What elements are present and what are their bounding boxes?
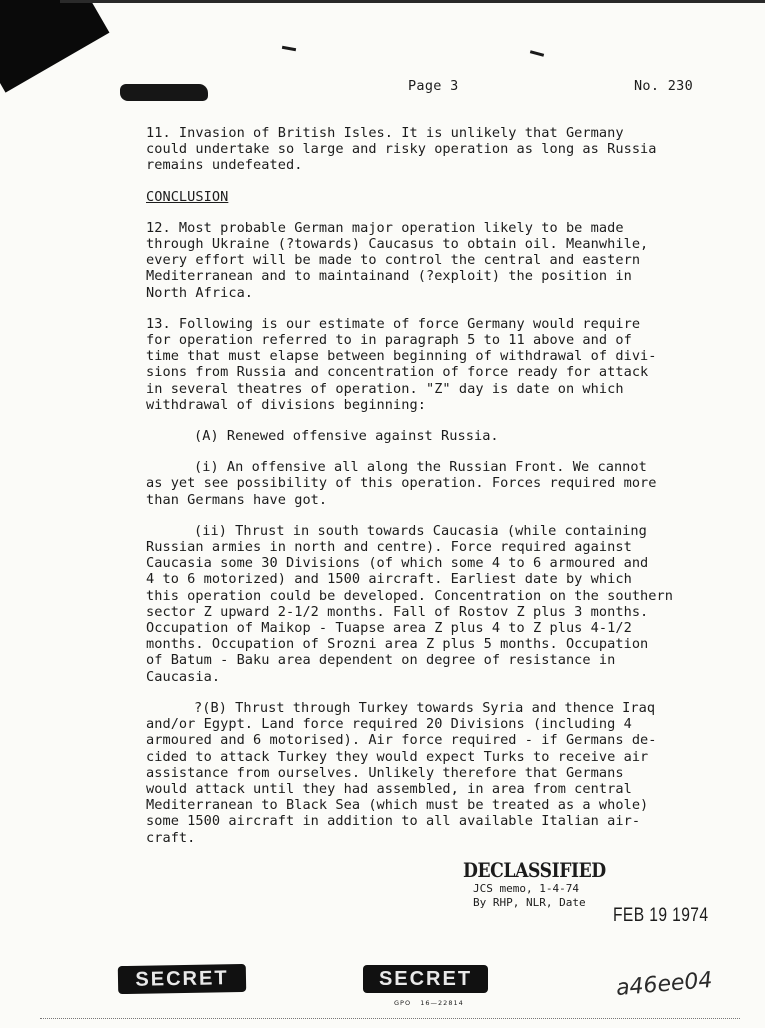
paragraph-12 <box>146 220 746 301</box>
text-line: for operation referred to in paragraph 5 to 11 above and of <box>146 332 632 349</box>
text-line: could undertake so large and risky operation as long as Russia <box>146 141 657 158</box>
text-line: Caucasia. <box>146 668 221 685</box>
text-line: and/or Egypt. Land force required 20 Divisions (including 4 <box>146 716 632 733</box>
text-line: (ii) Thrust in south towards Caucasia (while containing <box>194 522 647 539</box>
text-line: craft. <box>146 829 196 846</box>
text-line: in several theatres of operation. "Z" day is date on which <box>146 380 624 397</box>
text-line: (A) Renewed offensive against Russia. <box>194 428 499 445</box>
paragraph-11 <box>146 125 746 174</box>
text-line: cided to attack Turkey they would expect Turks to receive air <box>146 748 649 765</box>
text-line: 13. Following is our estimate of force Germany would require <box>146 315 641 332</box>
text-line: time that must elapse between beginning of withdrawal of divi- <box>146 348 657 365</box>
text-line: 12. Most probable German major operation likely to be made <box>146 219 624 236</box>
text-line: Mediterranean to Black Sea (which must be treated as a whole) <box>146 797 649 814</box>
bottom-edge <box>40 1018 740 1020</box>
text-line: through Ukraine (?towards) Caucasus to obtain oil. Meanwhile, <box>146 236 649 253</box>
text-line: would attack until they had assembled, in area from central <box>146 780 632 797</box>
text-line: remains undefeated. <box>146 157 303 174</box>
text-line: armoured and 6 motorised). Air force required - if Germans de- <box>146 732 657 749</box>
text-line: sions from Russia and concentration of force ready for attack <box>146 364 649 381</box>
declassified-title: DECLASSIFIED <box>463 858 606 882</box>
text-line: some 1500 aircraft in addition to all available Italian air- <box>146 813 641 830</box>
section-a-heading <box>146 428 746 444</box>
declassification-authority: JCS memo, 1-4-74 <box>473 882 579 895</box>
scan-corner-shadow <box>0 0 109 93</box>
secret-stamp-left: SECRET <box>118 964 246 994</box>
text-line: of Batum - Baku area dependent on degree of resistance in <box>146 652 616 669</box>
text-line: (i) An offensive all along the Russian Front. We cannot <box>194 459 647 476</box>
text-line: Mediterranean and to maintainand (?exploit) the position in <box>146 268 632 285</box>
document-number: No. 230 <box>634 78 693 94</box>
text-line: than Germans have got. <box>146 491 328 508</box>
printer-code: GPO 16—22814 <box>394 999 464 1007</box>
text-line: Russian armies in north and centre). Force required against <box>146 539 632 556</box>
secret-stamp-center: SECRET <box>363 965 488 993</box>
text-line: 4 to 6 motorized) and 1500 aircraft. Earliest date by which <box>146 571 632 588</box>
text-line: 11. Invasion of British Isles. It is unlikely that Germany <box>146 125 624 141</box>
text-line: ?(B) Thrust through Turkey towards Syria and thence Iraq <box>194 699 656 716</box>
ink-mark <box>282 46 296 51</box>
item-i <box>146 459 746 508</box>
declassification-by: By RHP, NLR, Date <box>473 896 586 909</box>
section-b <box>146 700 746 846</box>
section-heading: CONCLUSION <box>146 188 229 205</box>
page-top-edge <box>60 0 765 3</box>
item-ii <box>146 523 746 685</box>
paragraph-13 <box>146 316 746 413</box>
declassification-stamp <box>463 858 629 910</box>
text-line: Occupation of Maikop - Tuapse area Z plus 4 to Z plus 4-1/2 <box>146 620 632 637</box>
text-line: months. Occupation of Srozni area Z plus 5 months. Occupation <box>146 636 649 653</box>
handwritten-annotation: a46ee04 <box>615 967 714 1002</box>
redaction-bar <box>120 84 208 101</box>
text-line: assistance from ourselves. Unlikely therefore that Germans <box>146 764 624 781</box>
text-line: sector Z upward 2-1/2 months. Fall of Rostov Z plus 3 months. <box>146 603 649 620</box>
text-line: North Africa. <box>146 284 254 301</box>
text-line: this operation could be developed. Concentration on the southern <box>146 587 673 604</box>
text-line: every effort will be made to control the central and eastern <box>146 252 641 269</box>
text-line: Caucasia some 30 Divisions (of which some 4 to 6 armoured and <box>146 555 649 572</box>
ink-mark <box>530 50 544 57</box>
declassification-date: FEB 19 1974 <box>613 905 709 926</box>
page-number: Page 3 <box>408 78 459 94</box>
text-line: withdrawal of divisions beginning: <box>146 396 426 413</box>
text-line: as yet see possibility of this operation. Forces required more <box>146 475 657 492</box>
document-body <box>146 125 746 861</box>
